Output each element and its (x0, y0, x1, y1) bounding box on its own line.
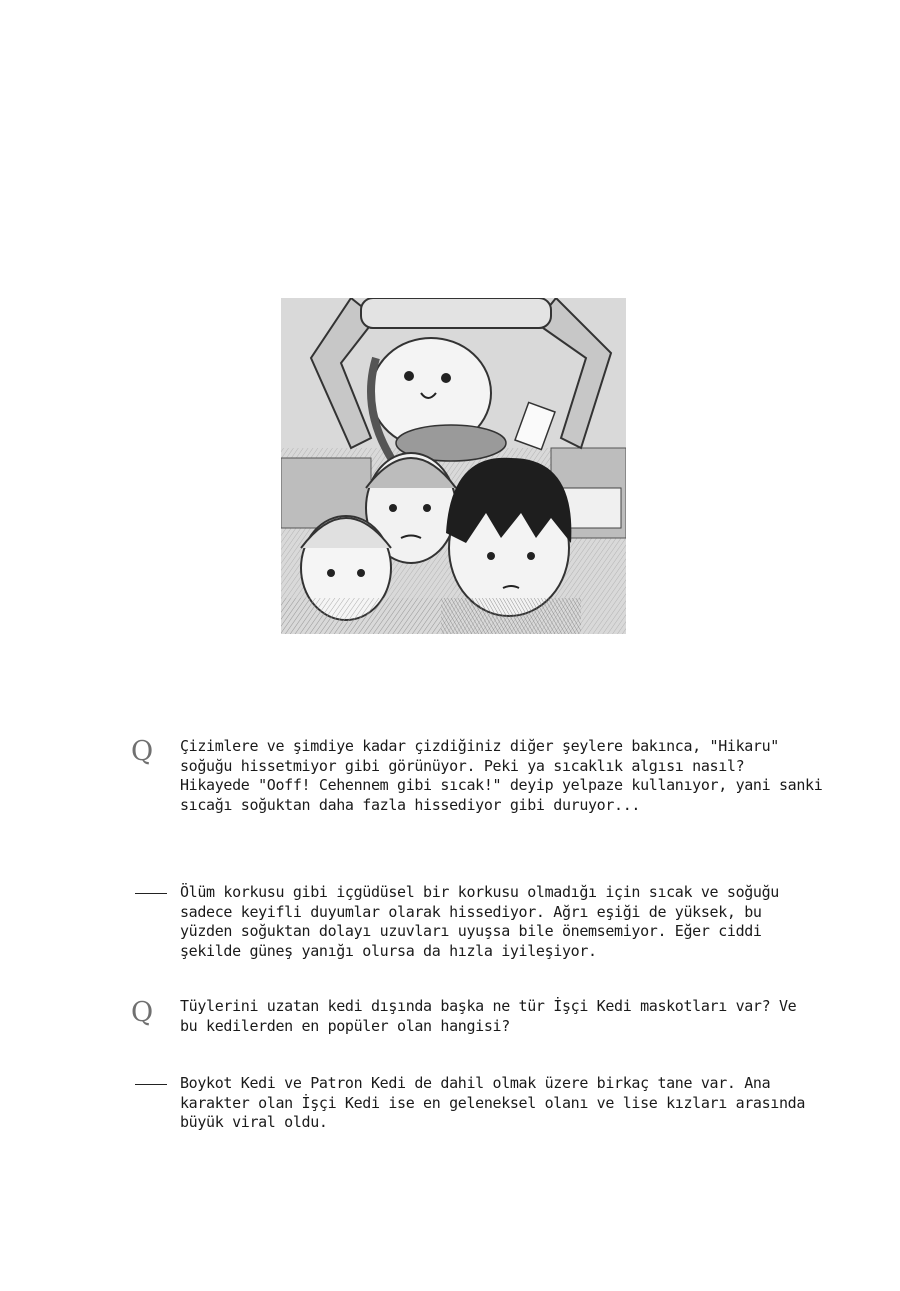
answer-dash-marker (135, 893, 167, 894)
question-text: Çizimlere ve şimdiye kadar çizdiğiniz diğer şeylere bakınca, "Hikaru" soğuğu hissetmiyor gibi görünüyor. Peki ya sıcaklık algısı nasıl? Hikayede "Ooff! Cehennem gibi sıcak!" deyip yelpaze kullanıyor, yani sanki sıcağı soğuktan daha fazla hissediyor gibi duruyor... (180, 737, 823, 814)
manga-illustration (281, 298, 626, 634)
answer-text: Boykot Kedi ve Patron Kedi de dahil olmak üzere birkaç tane var. Ana karakter olan İşçi Kedi ise en geleneksel olanı ve lise kızları arasında büyük viral oldu. (180, 1074, 806, 1131)
question-marker: Q (131, 997, 154, 1028)
question-text: Tüylerini uzatan kedi dışında başka ne tür İşçi Kedi maskotları var? Ve bu kedilerden en popüler olan hangisi? (180, 997, 797, 1035)
answer-text: Ölüm korkusu gibi içgüdüsel bir korkusu olmadığı için sıcak ve soğuğu sadece keyifli duyumlar olarak hissediyor. Ağrı eşiği de yüksek, bu yüzden soğuktan dolayı uzuvları uyuşsa bile önemsemiyor. Eğer ciddi şekilde güneş yanığı olursa da hızla iyileşiyor. (180, 883, 779, 960)
answer-dash-marker (135, 1084, 167, 1085)
question-marker: Q (131, 736, 154, 767)
